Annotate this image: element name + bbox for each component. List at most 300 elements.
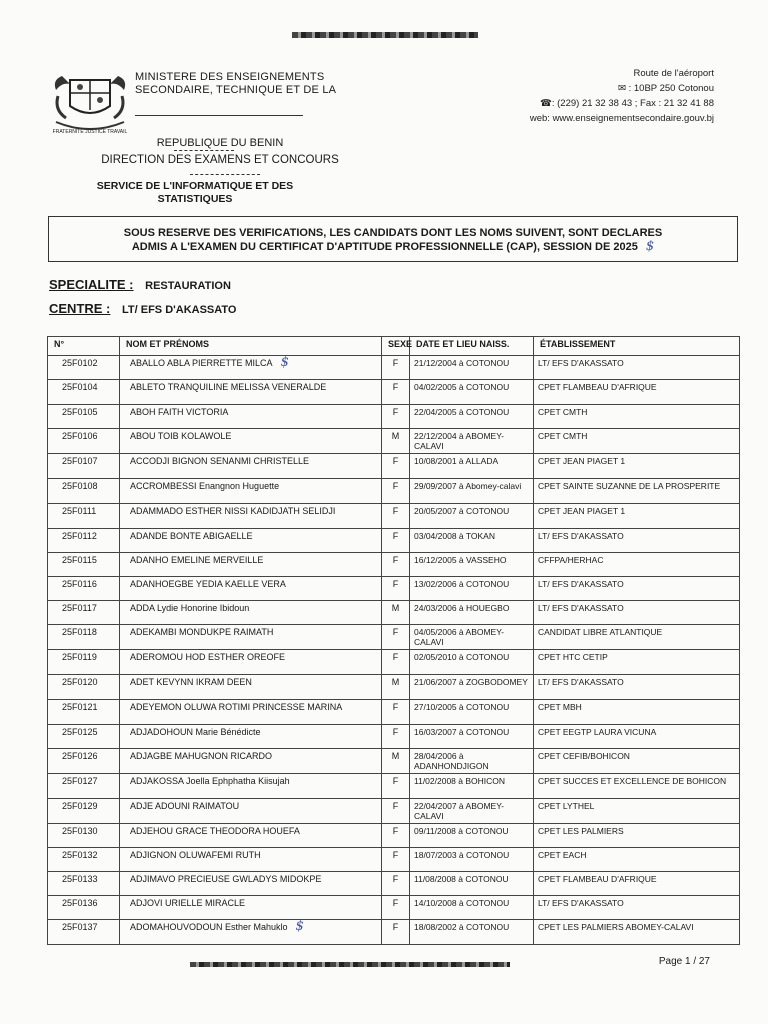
cell-name [120,356,382,380]
table-row [48,528,740,552]
cell-school [534,847,740,871]
cell-school-text: LT/ EFS D'AKASSATO [538,898,624,909]
cell-birth [410,847,534,871]
cell-sexe [382,552,410,576]
cell-number-text: 25F0130 [62,825,98,836]
cell-name-text: ABALLO ABLA PIERRETTE MILCA [130,358,273,368]
cell-sexe-text: F [392,456,399,467]
cell-sexe [382,528,410,552]
cell-name-text: ADOMAHOUVODOUN Esther Mahuklo [130,922,288,933]
cell-name-text: ABOU TOIB KOLAWOLE [130,431,232,442]
cell-name [120,872,382,896]
cell-number [48,356,120,380]
cell-sexe-text: F [392,505,399,516]
cell-number [48,748,120,773]
cell-birth-text: 21/06/2007 à ZOGBODOMEY [414,676,528,687]
cell-school-text: CPET EEGTP LAURA VICUNA [538,726,657,737]
cell-sexe-text: F [392,800,399,811]
cell-birth-text: 13/02/2006 à COTONOU [414,578,510,589]
cell-number-text: 25F0137 [62,922,98,933]
table-row [48,503,740,528]
cell-name-text: ADJIGNON OLUWAFEMI RUTH [130,849,261,860]
table-row [48,576,740,600]
cell-birth [410,356,534,380]
table-row [48,356,740,380]
cell-sexe [382,405,410,429]
cell-birth [410,576,534,600]
cell-number-text: 25F0136 [62,898,98,909]
cell-sexe-text: F [392,874,399,885]
cell-sexe [382,356,410,380]
cell-school [534,773,740,798]
cell-sexe-text: M [391,431,400,442]
cell-name-text: ADJEHOU GRACE THEODORA HOUEFA [130,825,300,836]
contact-postbox: ✉ : 10BP 250 Cotonou [618,83,714,94]
cell-number-text: 25F0104 [62,382,98,393]
contact-address: Route de l'aéroport [633,68,714,79]
admission-notice [48,216,738,262]
cell-birth [410,650,534,674]
cell-number-text: 25F0116 [62,578,97,589]
cell-school [534,920,740,945]
cell-number-text: 25F0133 [62,874,98,885]
cell-school [534,405,740,429]
cell-sexe [382,478,410,503]
cell-sexe-text: F [392,530,399,541]
cell-birth-text: 22/12/2004 à ABOMEY-CALAVI [414,431,504,452]
table-row [48,625,740,650]
cell-school-text: CPET FLAMBEAU D'AFRIQUE [538,382,657,393]
cell-birth [410,528,534,552]
ministry-name [135,71,336,116]
table-row [48,896,740,920]
cell-number [48,773,120,798]
cell-school [534,650,740,674]
cell-name-text: ADEROMOU HOD ESTHER OREOFE [130,652,286,663]
page-number: Page 1 / 27 [658,956,710,967]
cell-school [534,872,740,896]
cell-school-text: CPET MBH [538,701,582,712]
cell-school [534,625,740,650]
cell-birth [410,896,534,920]
table-row [48,920,740,945]
cell-sexe [382,674,410,699]
cell-number [48,798,120,823]
scan-bar-top [292,32,478,38]
cell-number-text: 25F0119 [62,652,97,663]
table-row [48,429,740,454]
cell-school [534,896,740,920]
cell-school-text: CFFPA/HERHAC [538,554,604,565]
cell-name-text: ACCODJI BIGNON SENANMI CHRISTELLE [130,456,310,467]
cell-birth-text: 16/12/2005 à VASSEHO [414,554,507,565]
cell-birth-text: 22/04/2005 à COTONOU [414,407,510,418]
handwritten-check-mark: $ [280,355,289,370]
cell-birth-text: 18/07/2003 à COTONOU [414,849,510,860]
table-row [48,724,740,748]
cell-school [534,724,740,748]
cell-number-text: 25F0107 [62,456,98,467]
cell-birth [410,724,534,748]
cell-school-text: CPET EACH [538,849,587,860]
cell-school [534,429,740,454]
cell-birth [410,405,534,429]
cell-name [120,601,382,625]
cell-sexe-text: F [392,554,399,565]
cell-number-text: 25F0132 [62,849,98,860]
cell-name-text: ABLETO TRANQUILINE MELISSA VENERALDE [130,382,327,393]
cell-number-text: 25F0129 [62,800,98,811]
cell-name [120,724,382,748]
cell-school [534,798,740,823]
cell-name [120,798,382,823]
col-header-birth: DATE ET LIEU NAISS. [410,337,534,356]
cell-name [120,748,382,773]
centre-label: CENTRE : [49,301,111,316]
notice-line-2 [49,240,737,254]
cell-birth-text: 11/02/2008 à BOHICON [414,775,506,786]
scan-bar-bottom [190,962,510,967]
cell-name [120,380,382,405]
cell-birth [410,454,534,478]
cell-birth-text: 27/10/2005 à COTONOU [414,701,510,712]
cell-school [534,674,740,699]
cell-sexe-text: F [392,652,399,663]
table-row [48,380,740,405]
cell-birth-text: 11/08/2008 à COTONOU [414,874,509,885]
table-row [48,748,740,773]
table-body [48,356,740,945]
cell-sexe [382,847,410,871]
cell-name [120,699,382,724]
cell-school-text: LT/ EFS D'AKASSATO [538,358,624,368]
cell-school [534,601,740,625]
cell-sexe [382,872,410,896]
cell-sexe-text: F [392,701,399,712]
cell-number-text: 25F0127 [62,775,98,786]
cell-birth-text: 16/03/2007 à COTONOU [414,726,510,737]
centre-value: LT/ EFS D'AKASSATO [122,304,237,316]
cell-name [120,405,382,429]
cell-school-text: CPET SUCCES ET EXCELLENCE DE BOHICON [538,775,727,786]
cell-name [120,528,382,552]
cell-school-text: CPET JEAN PIAGET 1 [538,456,626,467]
handwritten-check-mark: $ [645,239,655,254]
cell-sexe [382,650,410,674]
cell-sexe [382,503,410,528]
cell-sexe-text: F [392,480,399,491]
cell-number-text: 25F0108 [62,480,98,491]
coat-of-arms-seal [48,66,132,136]
cell-sexe [382,699,410,724]
cell-name [120,650,382,674]
handwritten-check-mark: $ [295,919,304,935]
cell-school [534,528,740,552]
cell-name-text: ADANHO EMELINE MERVEILLE [130,554,264,565]
cell-name-text: ADET KEVYNN IKRAM DEEN [130,676,252,687]
cell-school [534,576,740,600]
cell-birth-text: 02/05/2010 à COTONOU [414,652,510,663]
notice-line-2-text: ADMIS A L'EXAMEN DU CERTIFICAT D'APTITUDE PROFESSIONNELLE (CAP), SESSION DE 2025 [131,241,638,253]
cell-number-text: 25F0106 [62,431,98,442]
cell-sexe-text: M [391,676,400,687]
cell-school-text: CPET FLAMBEAU D'AFRIQUE [538,874,657,885]
centre [49,301,236,316]
cell-sexe [382,601,410,625]
cell-number-text: 25F0115 [62,554,97,565]
cell-sexe-text: F [392,726,399,737]
table-row [48,872,740,896]
cell-number [48,724,120,748]
direction-name: DIRECTION DES EXAMENS ET CONCOURS [101,154,339,166]
cell-sexe [382,773,410,798]
cell-school-text: CPET HTC CETIP [538,652,608,663]
cell-birth-text: 22/04/2007 à ABOMEY-CALAVI [414,800,504,821]
cell-sexe-text: F [392,825,399,836]
table-row [48,405,740,429]
cell-birth-text: 18/08/2002 à COTONOU [414,922,510,933]
cell-name-text: ADANDE BONTE ABIGAELLE [130,530,253,541]
republic-name: REPUBLIQUE DU BENIN [156,137,284,149]
cell-birth [410,872,534,896]
table-row [48,823,740,847]
table-row [48,478,740,503]
cell-school [534,823,740,847]
cell-number [48,847,120,871]
cell-sexe [382,380,410,405]
cell-sexe-text: F [392,775,399,786]
cell-number-text: 25F0120 [62,676,98,687]
cell-name-text: ADJE ADOUNI RAIMATOU [130,800,240,811]
svg-text:FRATERNITÉ JUSTICE TRAVAIL: FRATERNITÉ JUSTICE TRAVAIL [52,129,128,135]
cell-name [120,576,382,600]
cell-name [120,429,382,454]
cell-birth [410,552,534,576]
table-header-row [48,337,740,356]
cell-name [120,454,382,478]
cell-name [120,674,382,699]
divider-dashes-1 [174,150,234,151]
table-row [48,650,740,674]
cell-sexe [382,823,410,847]
cell-school [534,503,740,528]
cell-birth [410,503,534,528]
cell-number [48,576,120,600]
cell-school-text: LT/ EFS D'AKASSATO [538,530,624,541]
cell-number-text: 25F0111 [62,505,97,516]
cell-school [534,356,740,380]
cell-number-text: 25F0117 [62,603,97,614]
cell-birth [410,478,534,503]
cell-sexe [382,748,410,773]
cell-school-text: CPET CMTH [538,407,588,418]
cell-number [48,454,120,478]
specialite [49,277,231,292]
cell-sexe-text: F [392,578,399,589]
cell-birth [410,674,534,699]
cell-sexe-text: F [392,382,399,393]
cell-birth [410,601,534,625]
cell-school [534,478,740,503]
cell-birth [410,699,534,724]
cell-name-text: ADJADOHOUN Marie Bénédicte [130,726,261,737]
service-name [0,180,390,206]
table-row [48,552,740,576]
cell-name-text: ADJAGBE MAHUGNON RICARDO [130,750,273,761]
cell-name [120,920,382,945]
cell-birth-text: 20/05/2007 à COTONOU [414,505,510,516]
divider-dashes-2 [190,174,260,175]
cell-number-text: 25F0105 [62,407,98,418]
ministry-line-2: SECONDAIRE, TECHNIQUE ET DE LA [135,84,337,96]
cell-name-text: ADANHOEGBE YEDIA KAELLE VERA [130,578,286,589]
cell-number-text: 25F0112 [62,530,97,541]
cell-sexe-text: M [391,750,400,761]
cell-birth-text: 09/11/2008 à COTONOU [414,825,509,836]
cell-birth-text: 14/10/2008 à COTONOU [414,898,510,909]
cell-name-text: ADAMMADO ESTHER NISSI KADIDJATH SELIDJI [130,505,336,516]
candidates-table [47,336,740,945]
cell-number-text: 25F0126 [62,750,98,761]
cell-birth-text: 29/09/2007 à Abomey-calavi [414,480,522,491]
cell-number [48,552,120,576]
cell-school [534,380,740,405]
cell-number [48,674,120,699]
cell-sexe-text: F [392,898,399,909]
cell-sexe [382,896,410,920]
specialite-label: SPECIALITE : [49,277,134,292]
contact-block [530,66,714,126]
cell-sexe [382,625,410,650]
table-row [48,847,740,871]
cell-name-text: ACCROMBESSI Enangnon Huguette [130,480,280,491]
cell-name [120,503,382,528]
cell-birth-text: 28/04/2006 à ADANHONDJIGON [414,750,489,771]
col-header-name: NOM ET PRÉNOMS [120,337,382,356]
cell-sexe-text: F [392,627,399,638]
cell-school-text: CPET SAINTE SUZANNE DE LA PROSPERITE [538,480,721,491]
cell-sexe [382,429,410,454]
cell-number [48,601,120,625]
table-row [48,601,740,625]
cell-school-text: CPET LYTHEL [538,800,595,811]
service-line-1: SERVICE DE L'INFORMATIQUE ET DES [96,180,294,192]
cell-name [120,625,382,650]
cell-name [120,552,382,576]
cell-birth-text: 10/08/2001 à ALLADA [414,456,499,467]
ministry-line-1: MINISTERE DES ENSEIGNEMENTS [135,71,325,83]
cell-name-text: ADEKAMBI MONDUKPE RAIMATH [130,627,274,638]
cell-school [534,748,740,773]
cell-school-text: LT/ EFS D'AKASSATO [538,603,624,614]
cell-number [48,896,120,920]
cell-school [534,552,740,576]
cell-school-text: CPET CMTH [538,431,588,442]
contact-web: web: www.enseignementsecondaire.gouv.bj [529,113,714,124]
col-header-school: ÉTABLISSEMENT [534,337,740,356]
cell-number [48,429,120,454]
cell-school-text: LT/ EFS D'AKASSATO [538,578,624,589]
cell-birth-text: 21/12/2004 à COTONOU [414,358,510,368]
cell-name [120,478,382,503]
cell-name-text: ADJOVI URIELLE MIRACLE [130,898,246,909]
cell-school-text: LT/ EFS D'AKASSATO [538,676,624,687]
cell-sexe-text: F [392,358,399,368]
cell-sexe [382,724,410,748]
cell-birth-text: 04/05/2006 à ABOMEY-CALAVI [414,627,504,648]
cell-number [48,823,120,847]
cell-sexe-text: F [392,922,399,933]
cell-number [48,478,120,503]
col-header-number: N° [48,337,120,356]
cell-number [48,920,120,945]
cell-sexe [382,798,410,823]
cell-number [48,528,120,552]
cell-number [48,503,120,528]
cell-sexe [382,454,410,478]
cell-sexe-text: F [392,407,399,418]
notice-line-1: SOUS RESERVE DES VERIFICATIONS, LES CANDIDATS DONT LES NOMS SUIVENT, SONT DECLARES [123,227,663,239]
ministry-rule [135,115,303,116]
cell-school-text: CPET JEAN PIAGET 1 [538,505,626,516]
cell-sexe [382,576,410,600]
cell-birth [410,798,534,823]
cell-name-text: ADDA Lydie Honorine Ibidoun [130,603,250,614]
cell-number-text: 25F0102 [62,358,98,368]
cell-sexe-text: F [392,849,399,860]
table-row [48,454,740,478]
cell-number [48,405,120,429]
cell-number-text: 25F0121 [62,701,98,712]
specialite-value: RESTAURATION [145,280,231,292]
cell-birth-text: 24/03/2006 à HOUEGBO [414,603,510,614]
contact-phone: ☎: (229) 21 32 38 43 ; Fax : 21 32 41 88 [540,98,714,109]
cell-school [534,699,740,724]
cell-birth [410,625,534,650]
cell-school-text: CPET CEFIB/BOHICON [538,750,630,761]
cell-number-text: 25F0118 [62,627,97,638]
cell-number [48,699,120,724]
cell-number [48,650,120,674]
cell-number-text: 25F0125 [62,726,98,737]
table-row [48,798,740,823]
cell-number [48,625,120,650]
cell-birth [410,823,534,847]
col-header-sexe: SEXE [382,337,410,356]
cell-birth-text: 03/04/2008 à TOKAN [414,530,495,541]
cell-school-text: CANDIDAT LIBRE ATLANTIQUE [538,627,663,638]
cell-name [120,847,382,871]
cell-number [48,872,120,896]
cell-sexe-text: M [391,603,400,614]
cell-name [120,823,382,847]
cell-birth [410,380,534,405]
service-line-2: STATISTIQUES [157,193,233,205]
cell-birth [410,429,534,454]
cell-sexe [382,920,410,945]
table-row [48,674,740,699]
cell-name [120,773,382,798]
cell-name-text: ADJIMAVO PRECIEUSE GWLADYS MIDOKPE [130,874,322,885]
cell-name-text: ADJAKOSSA Joella Ephphatha Kiisujah [130,775,290,786]
table-row [48,699,740,724]
cell-birth [410,773,534,798]
table-row [48,773,740,798]
cell-birth [410,920,534,945]
cell-school [534,454,740,478]
cell-number [48,380,120,405]
cell-name [120,896,382,920]
